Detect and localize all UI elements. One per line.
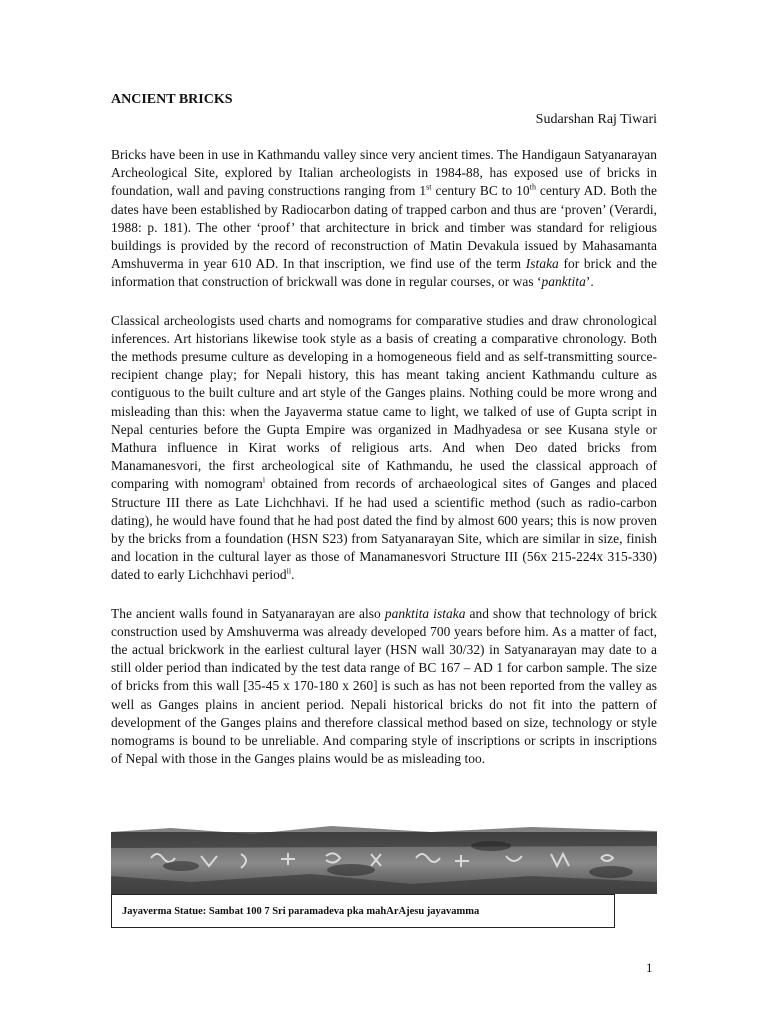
header — [111, 92, 657, 132]
figure-caption: Jayaverma Statue: Sambat 100 7 Sri paramadeva pka mahArAjesu jayavamma — [111, 894, 615, 928]
footnote-ref-i[interactable]: i — [262, 475, 266, 485]
paragraph-3: The ancient walls found in Satyanarayan are also panktita istaka and show that technology of brick construction used by Amshuverma was already developed 700 years before him. As a matter of fact, the actual brickwork in the earliest cultural layer (HSN wall 30/32) in Satyanarayan may date to a still older period than indicated by the test data range of BC 167 – AD 1 for carbon sample. The size of bricks from this wall [35-45 x 170-180 x 260] is such as has not been reported from the valley as well as Ganges plains in ancient period. Nepali historical bricks do not fit into the pattern of development of the Ganges plains and therefore classical method based on size, technology or style nomograms is bound to be unreliable. And comparing style of inscriptions or scripts in inscriptions of Nepal with those in the Ganges plains would be as misleading too. — [111, 605, 657, 767]
inscription-photo — [111, 826, 657, 894]
document-body — [111, 92, 657, 789]
footnote-ref-ii[interactable]: ii — [286, 567, 292, 576]
paragraph-1: Bricks have been in use in Kathmandu valley since very ancient times. The Handigaun Satyanarayan Archeological Site, explored by Italian archeologists in 1984-88, has exposed use of bricks in foundation, wall and paving constructions ranging from 1st century BC to 10th century AD. Both the dates have been established by Radiocarbon dating of trapped carbon and thus are ‘proven’ (Verardi, 1988: p. 181). The other ‘proof’ that architecture in brick and timber was standard for religious buildings is provided by the record of reconstruction of Matin Devakula issued by Mahasamanta Amshuverma in year 610 AD. In that inscription, we find use of the term Istaka for brick and the information that construction of brickwall was done in regular courses, or was ‘panktita’. — [111, 147, 658, 290]
author-name: Sudarshan Raj Tiwari — [535, 112, 657, 127]
page-number: 1 — [646, 960, 653, 975]
document-title: ANCIENT BRICKS — [111, 92, 233, 107]
paragraph-2: Classical archeologists used charts and nomograms for comparative studies and draw chronological inferences. Art historians likewise took style as a basis of creating a comparative chronology. Both the methods presume culture as developing in a homogeneous field and as self-transmitting source-recipient change play; for Nepali history, this has meant taking ancient Kathmandu culture as contiguous to the built culture and art style of the Ganges plains. Nothing could be more wrong and misleading than this: when the Jayaverma statue came to light, we talked of use of Gupta script in Nepal centuries before the Gupta Empire was organized in Madhyadesa or see Kusana style or Mathura influence in Kirat works of religious arts. And when Deo dated bricks from Manamanesvori, the first archeological site of Kathmandu, he used the classical approach of comparing with nomogram$^i$ obtained from records of archaeological sites of Ganges and placed Structure III there as Late Lichchhavi. If he had used a scientific method (such as radio-carbon dating), he would have found that he had post dated the find by almost 600 years; this is now proven by the bricks from a foundation (HSN S23) from Satyanarayan Site, which are similar in size, finish and location in the cultural layer as those of Manamanesvori Structure III (56x 215-224x 315-330) dated to early Lichchhavi period$^{ii}$. — [111, 312, 658, 583]
